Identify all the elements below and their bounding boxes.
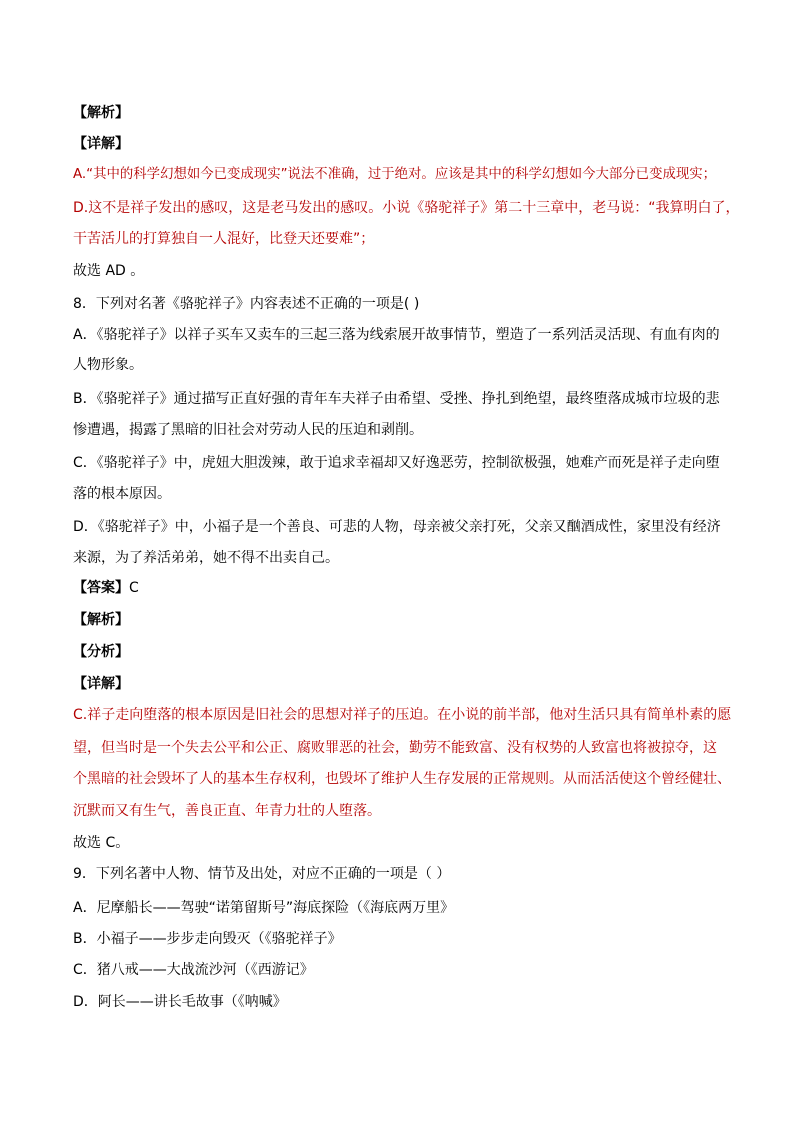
analysis-heading-2: 【解析】 [73,612,129,628]
question-8-option-a: A．《骆驼祥子》以祥子买车又卖车的三起三落为线索展开故事情节，塑造了一系列活灵活现、有血有肉的 [73,327,720,343]
question-9-option-c: C．猪八戒——大战流沙河（《西游记》 [73,962,314,978]
question-9-option-a: A．尼摩船长——驾驶“诺第留斯号”海底探险（《海底两万里》 [73,900,455,916]
answer-tag: 【答案】 [73,580,129,596]
question-8-option-a-cont: 人物形象。 [73,357,143,373]
conclusion-text-2: 故选 C。 [73,835,130,851]
question-8-stem: 8．下列对名著《骆驼祥子》内容表述不正确的一项是( ) [73,296,420,312]
detail-paragraph-line-4: 沉默而又有生气，善良正直、年青力壮的人堕落。 [73,803,381,819]
detail-line-d: D.这不是祥子发出的感叹，这是老马发出的感叹。小说《骆驼祥子》第二十三章中，老马说：“我算明白了， [73,200,740,216]
question-8-option-b-cont: 惨遭遇，揭露了黑暗的旧社会对劳动人民的压迫和剥削。 [73,422,423,438]
answer-value: C [129,580,139,596]
question-8-option-c: C．《骆驼祥子》中，虎妞大胆泼辣，敢于追求幸福却又好逸恶劳，控制欲极强，她难产而死是祥子走向堕 [73,455,720,471]
question-9-option-d: D．阿长——讲长毛故事（《呐喊》 [73,994,287,1010]
detail-heading: 【详解】 [73,136,129,152]
question-9-option-b: B．小福子——步步走向毁灭（《骆驼祥子》 [73,931,342,947]
detail-paragraph-line-3: 个黑暗的社会毁坏了人的基本生存权利，也毁坏了维护人生存发展的正常规则。从而活活使这个曾经健壮、 [73,771,731,787]
analysis-heading: 【解析】 [73,105,129,121]
question-8-option-b: B．《骆驼祥子》通过描写正直好强的青年车夫祥子由希望、受挫、挣扎到绝望，最终堕落成城市垃圾的悲 [73,391,720,407]
detail-paragraph-line-2: 望，但当时是一个失去公平和公正、腐败罪恶的社会，勤劳不能致富、没有权势的人致富也将被掠夺，这 [73,740,717,756]
detail-line-cont: 干苦活儿的打算独自一人混好，比登天还要难”； [73,231,375,247]
detail-paragraph-line-1: C.祥子走向堕落的根本原因是旧社会的思想对祥子的压迫。在小说的前半部，他对生活只具有简单朴素的愿 [73,707,732,723]
fenxi-heading: 【分析】 [73,644,129,660]
conclusion-text: 故选 AD 。 [73,263,145,279]
question-8-option-d: D．《骆驼祥子》中，小福子是一个善良、可悲的人物，母亲被父亲打死，父亲又酗酒成性，家里没有经济 [73,519,721,535]
detail-line-a: A.“其中的科学幻想如今已变成现实”说法不准确，过于绝对。应该是其中的科学幻想如今大部分已变成现实； [73,167,717,182]
question-9-stem: 9．下列名著中人物、情节及出处，对应不正确的一项是（ ） [73,866,451,882]
question-8-option-d-cont: 来源，为了养活弟弟，她不得不出卖自己。 [73,550,339,566]
question-8-option-c-cont: 落的根本原因。 [73,486,171,502]
answer-row [73,578,744,598]
detail-heading-2: 【详解】 [73,676,129,692]
